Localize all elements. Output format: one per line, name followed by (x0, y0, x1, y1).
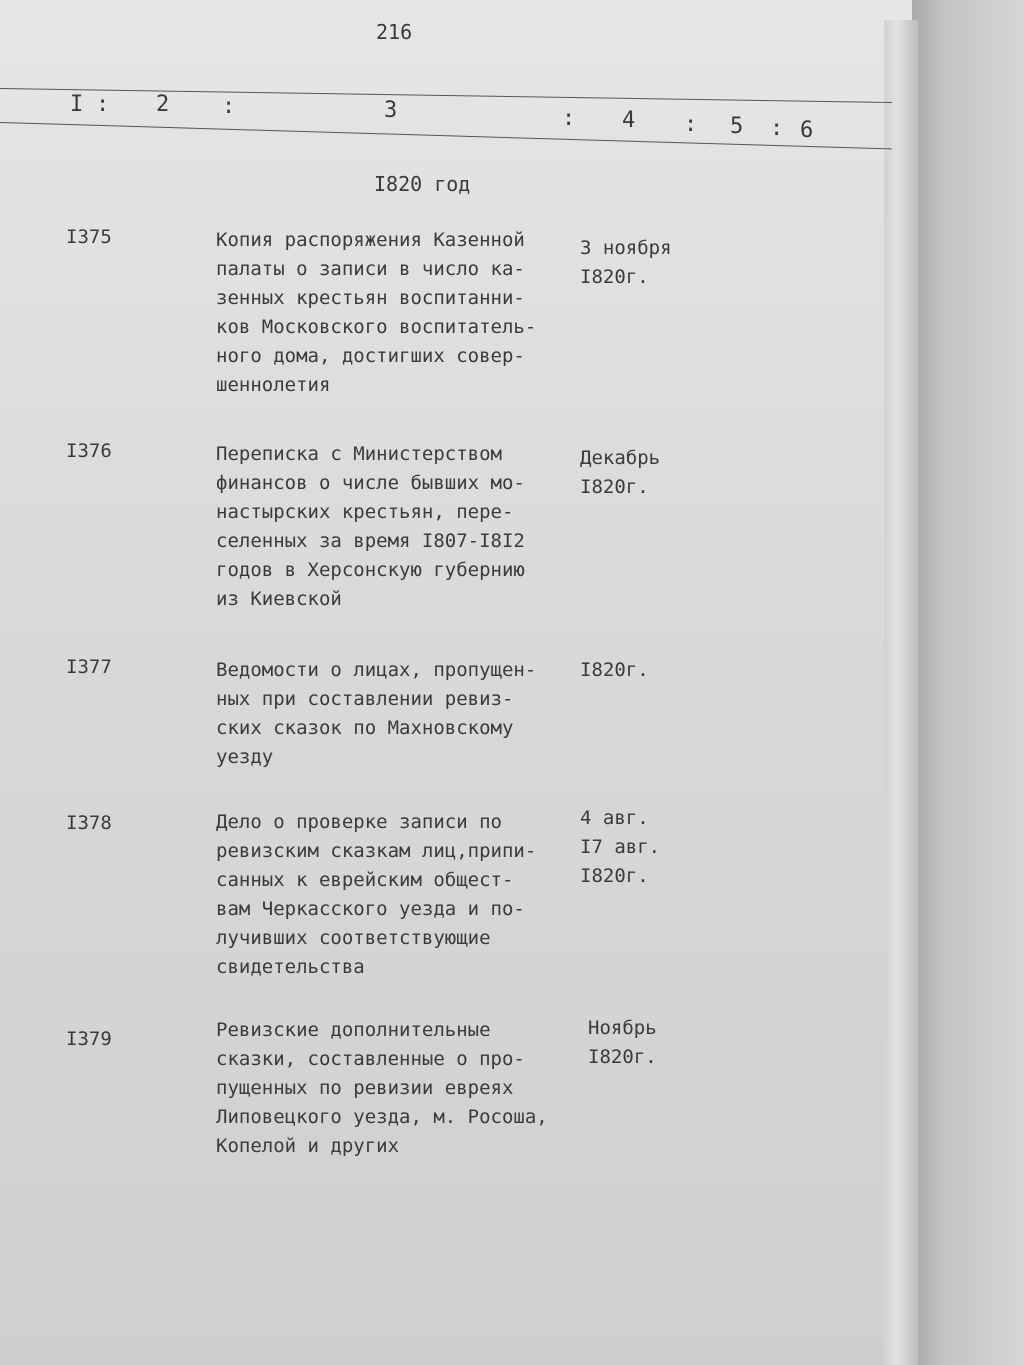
entry-number: I376 (66, 440, 112, 462)
column-separator: : (684, 112, 698, 137)
background-surface (912, 0, 1024, 1365)
column-separator: : (222, 94, 236, 119)
column-separator: : (96, 92, 110, 117)
page-edge (884, 20, 918, 1365)
column-header-2: 2 (156, 92, 170, 117)
entry-description: Копия распоряжения Казенной палаты о записи в число ка- зенных крестьян воспитанни- ков Московского воспитатель- ного дома, достигших совер- шеннолетия (216, 229, 537, 396)
entry-description: Ревизские дополнительные сказки, составленные о про- пущенных по ревизии евреях Липовецкого уезда, м. Росоша, Копелой и других (216, 1019, 548, 1157)
column-separator: : (562, 106, 576, 131)
entry-number: I378 (66, 812, 112, 834)
entry-date: I820г. (580, 659, 649, 681)
column-separator: : (770, 116, 784, 141)
entry-number: I379 (66, 1028, 112, 1050)
column-header-3: 3 (384, 98, 398, 123)
entry-description: Переписка с Министерством финансов о числе бывших мо- настырских крестьян, пере- селенных за время I807-I8I2 годов в Херсонскую губернию из Киевской (216, 443, 525, 610)
column-header-1: I (70, 92, 84, 117)
entry-date: 4 авг. I7 авг. I820г. (580, 807, 661, 887)
page-number: 216 (376, 20, 413, 44)
column-header-4: 4 (622, 108, 636, 133)
entry-date: 3 ноября I820г. (580, 237, 672, 288)
entry-number: I375 (66, 226, 112, 248)
column-header-5: 5 (730, 114, 744, 139)
entry-number: I377 (66, 656, 112, 678)
year-heading: I820 год (374, 172, 471, 196)
entry-date: Ноябрь I820г. (588, 1017, 657, 1068)
entry-description: Ведомости о лицах, пропущен- ных при составлении ревиз- ских сказок по Махновскому уезду (216, 659, 537, 768)
entry-date: Декабрь I820г. (580, 447, 661, 498)
entry-description: Дело о проверке записи по ревизским сказкам лиц,припи- санных к еврейским общест- вам Черкасского уезда и по- лучивших соответствующие свидетельства (216, 811, 537, 978)
column-header-6: 6 (800, 118, 814, 143)
